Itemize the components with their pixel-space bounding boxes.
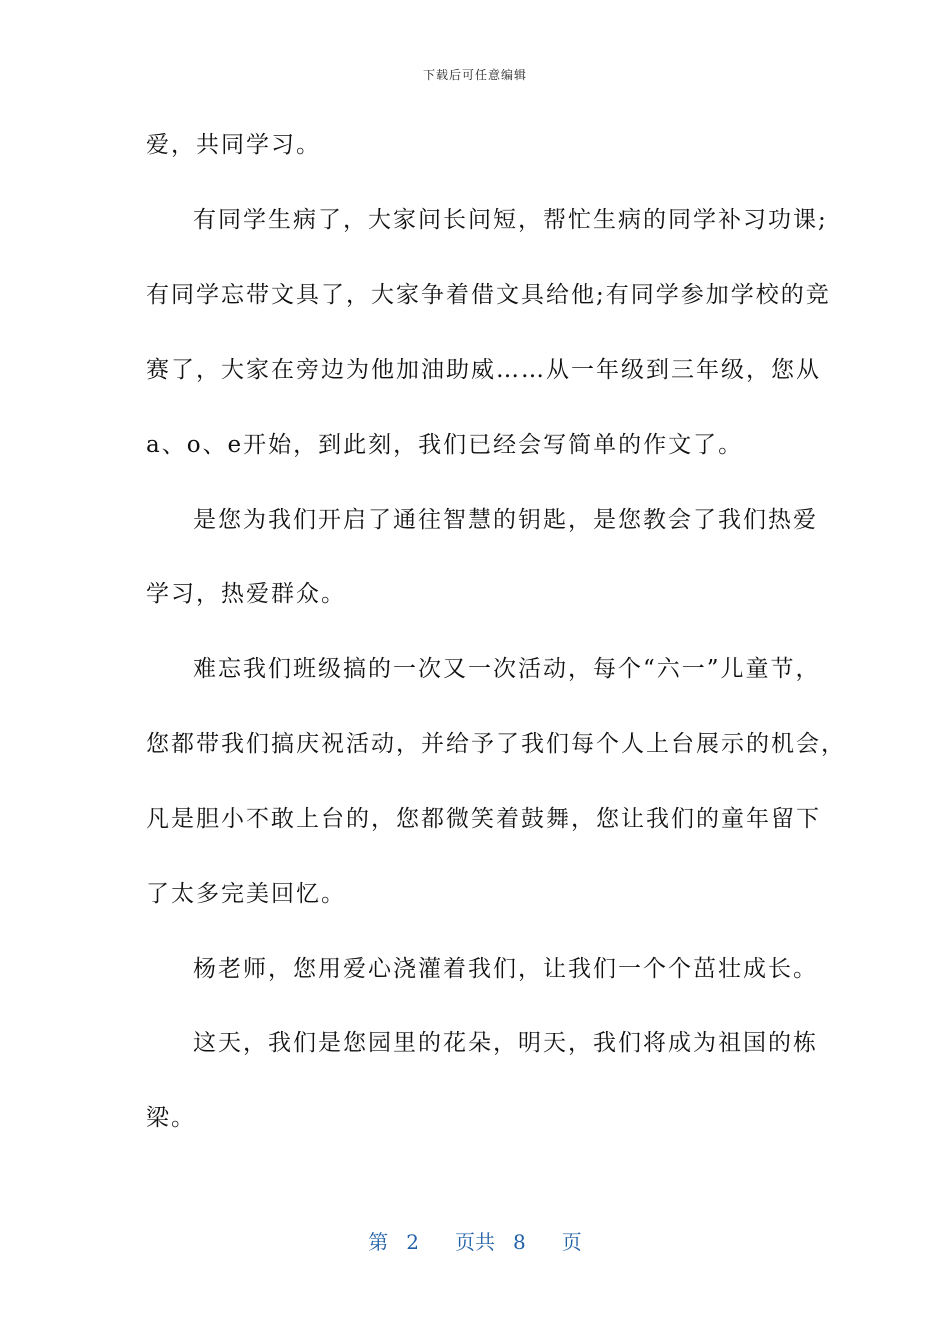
text-line: 杨老师，您用爱心浇灌着我们，让我们一个个茁壮成长。: [193, 956, 818, 982]
footer-total-pages: 8: [513, 1230, 526, 1254]
text-line: 难忘我们班级搞的一次又一次活动，每个“六一”儿童节，: [193, 656, 821, 682]
text-line: 学习，热爱群众。: [146, 581, 346, 607]
text-line: 是您为我们开启了通往智慧的钥匙，是您教会了我们热爱: [193, 507, 818, 533]
page-header: 下载后可任意编辑: [422, 68, 527, 82]
footer-prefix: 第: [368, 1230, 389, 1254]
text-line: 赛了，大家在旁边为他加油助威……从一年级到三年级，您从: [146, 357, 821, 383]
footer-middle: 页共: [455, 1230, 495, 1254]
text-line: 您都带我们搞庆祝活动，并给予了我们每个人上台展示的机会，: [146, 731, 846, 757]
footer-page-number: 2: [406, 1230, 419, 1254]
text-line: 这天，我们是您园里的花朵，明天，我们将成为祖国的栋: [193, 1030, 818, 1056]
text-line: 凡是胆小不敢上台的，您都微笑着鼓舞，您让我们的童年留下: [146, 806, 821, 832]
footer-suffix: 页: [561, 1230, 582, 1254]
text-line: 有同学生病了，大家问长问短，帮忙生病的同学补习功课;: [193, 207, 828, 233]
text-line: 爱，共同学习。: [146, 132, 321, 158]
text-line: 梁。: [146, 1105, 196, 1131]
text-line: 有同学忘带文具了，大家争着借文具给他;有同学参加学校的竞: [146, 282, 831, 308]
text-line: a、o、e开始，到此刻，我们已经会写简单的作文了。: [146, 432, 744, 458]
text-line: 了太多完美回忆。: [146, 881, 346, 907]
page-footer: [0, 1226, 950, 1255]
